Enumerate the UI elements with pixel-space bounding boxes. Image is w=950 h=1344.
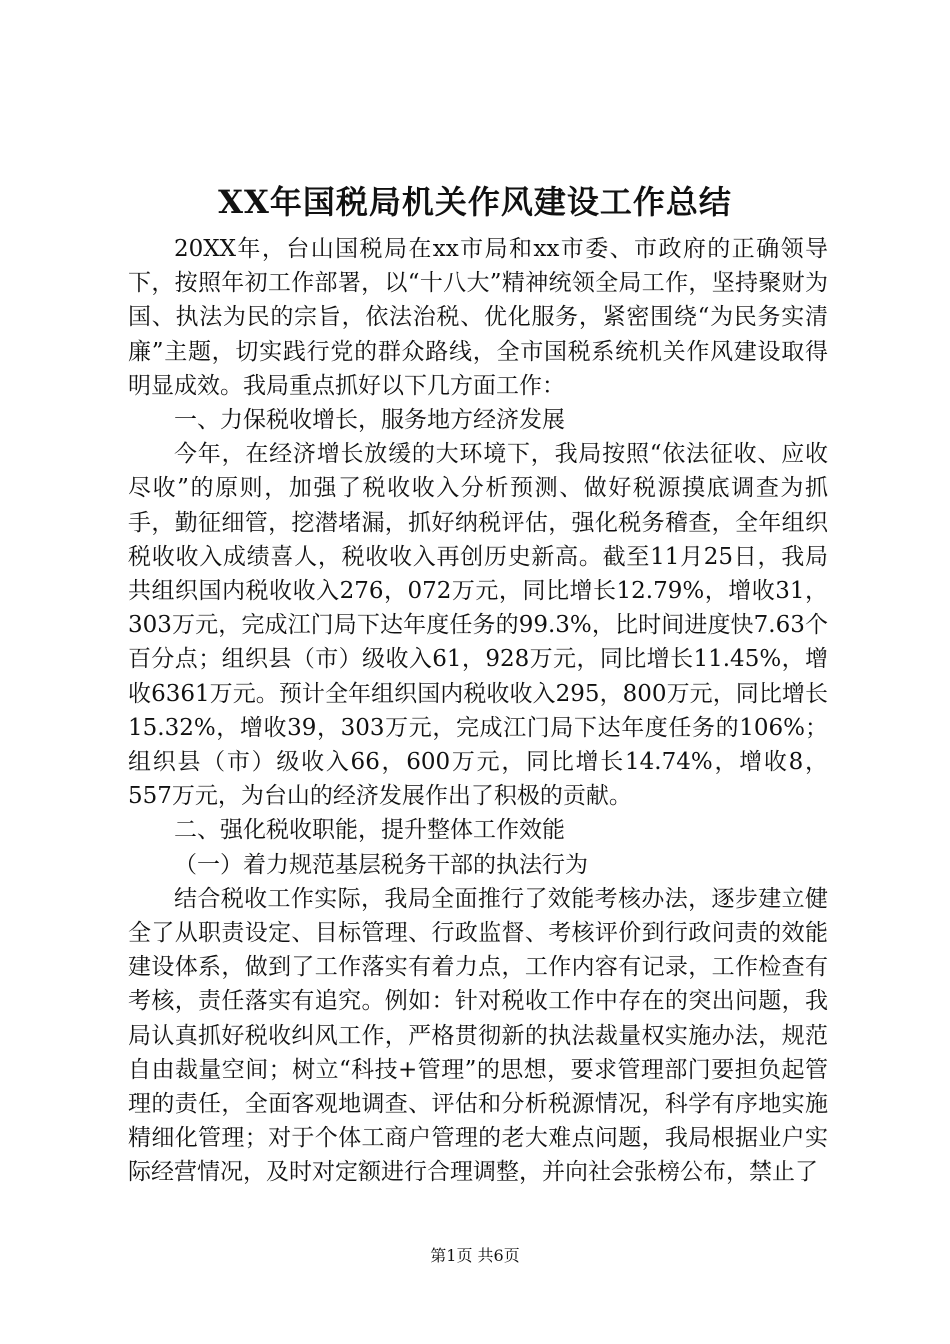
- paragraph-revenue: 今年，在经济增长放缓的大环境下，我局按照“依法征收、应收尽收”的原则，加强了税收收入分析预测、做好税源摸底调查为抓手，勤征细管，挖潜堵漏，抓好纳税评估，强化税务稽查，全年组织税收收入成绩喜人，税收收入再创历史新高。截至11月25日，我局共组织国内税收收入276，072万元，同比增长12.79%，增收31，303万元，完成江门局下达年度任务的99.3%，比时间进度快7.63个百分点；组织县（市）级收入61，928万元，同比增长11.45%，增收6361万元。预计全年组织国内税收收入295，800万元，同比增长15.32%，增收39，303万元，完成江门局下达年度任务的106%；组织县（市）级收入66，600万元，同比增长14.74%，增收8，557万元，为台山的经济发展作出了积极的贡献。: [128, 441, 828, 810]
- paragraph-efficiency: 结合税收工作实际，我局全面推行了效能考核办法，逐步建立健全了从职责设定、目标管理、行政监督、考核评价到行政问责的效能建设体系，做到了工作落实有着力点，工作内容有记录，工作检查有考核，责任落实有追究。例如：针对税收工作中存在的突出问题，我局认真抓好税收纠风工作，严格贯彻新的执法裁量权实施办法，规范自由裁量空间；树立“科技+管理”的思想，要求管理部门要担负起管理的责任，全面客观地调查、评估和分析税源情况，科学有序地实施精细化管理；对于个体工商户管理的老大难点问题，我局根据业户实际经营情况，及时对定额进行合理调整，并向社会张榜公布，禁止了: [128, 885, 828, 1186]
- document-title: XX年国税局机关作风建设工作总结: [218, 183, 732, 221]
- subsection-heading-1: （一）着力规范基层税务干部的执法行为: [174, 851, 588, 878]
- page-footer: 第1页 共6页: [430, 1246, 520, 1265]
- paragraph-intro: 20XX年，台山国税局在xx市局和xx市委、市政府的正确领导下，按照年初工作部署，以“十八大”精神统领全局工作，坚持聚财为国、执法为民的宗旨，依法治税、优化服务，紧密围绕“为民务实清廉”主题，切实践行党的群众路线，全市国税系统机关作风建设取得明显成效。我局重点抓好以下几方面工作：: [128, 236, 828, 399]
- document-body: [128, 232, 828, 1190]
- section-heading-1: 一、力保税收增长，服务地方经济发展: [174, 407, 565, 434]
- section-heading-2: 二、强化税收职能，提升整体工作效能: [174, 817, 565, 844]
